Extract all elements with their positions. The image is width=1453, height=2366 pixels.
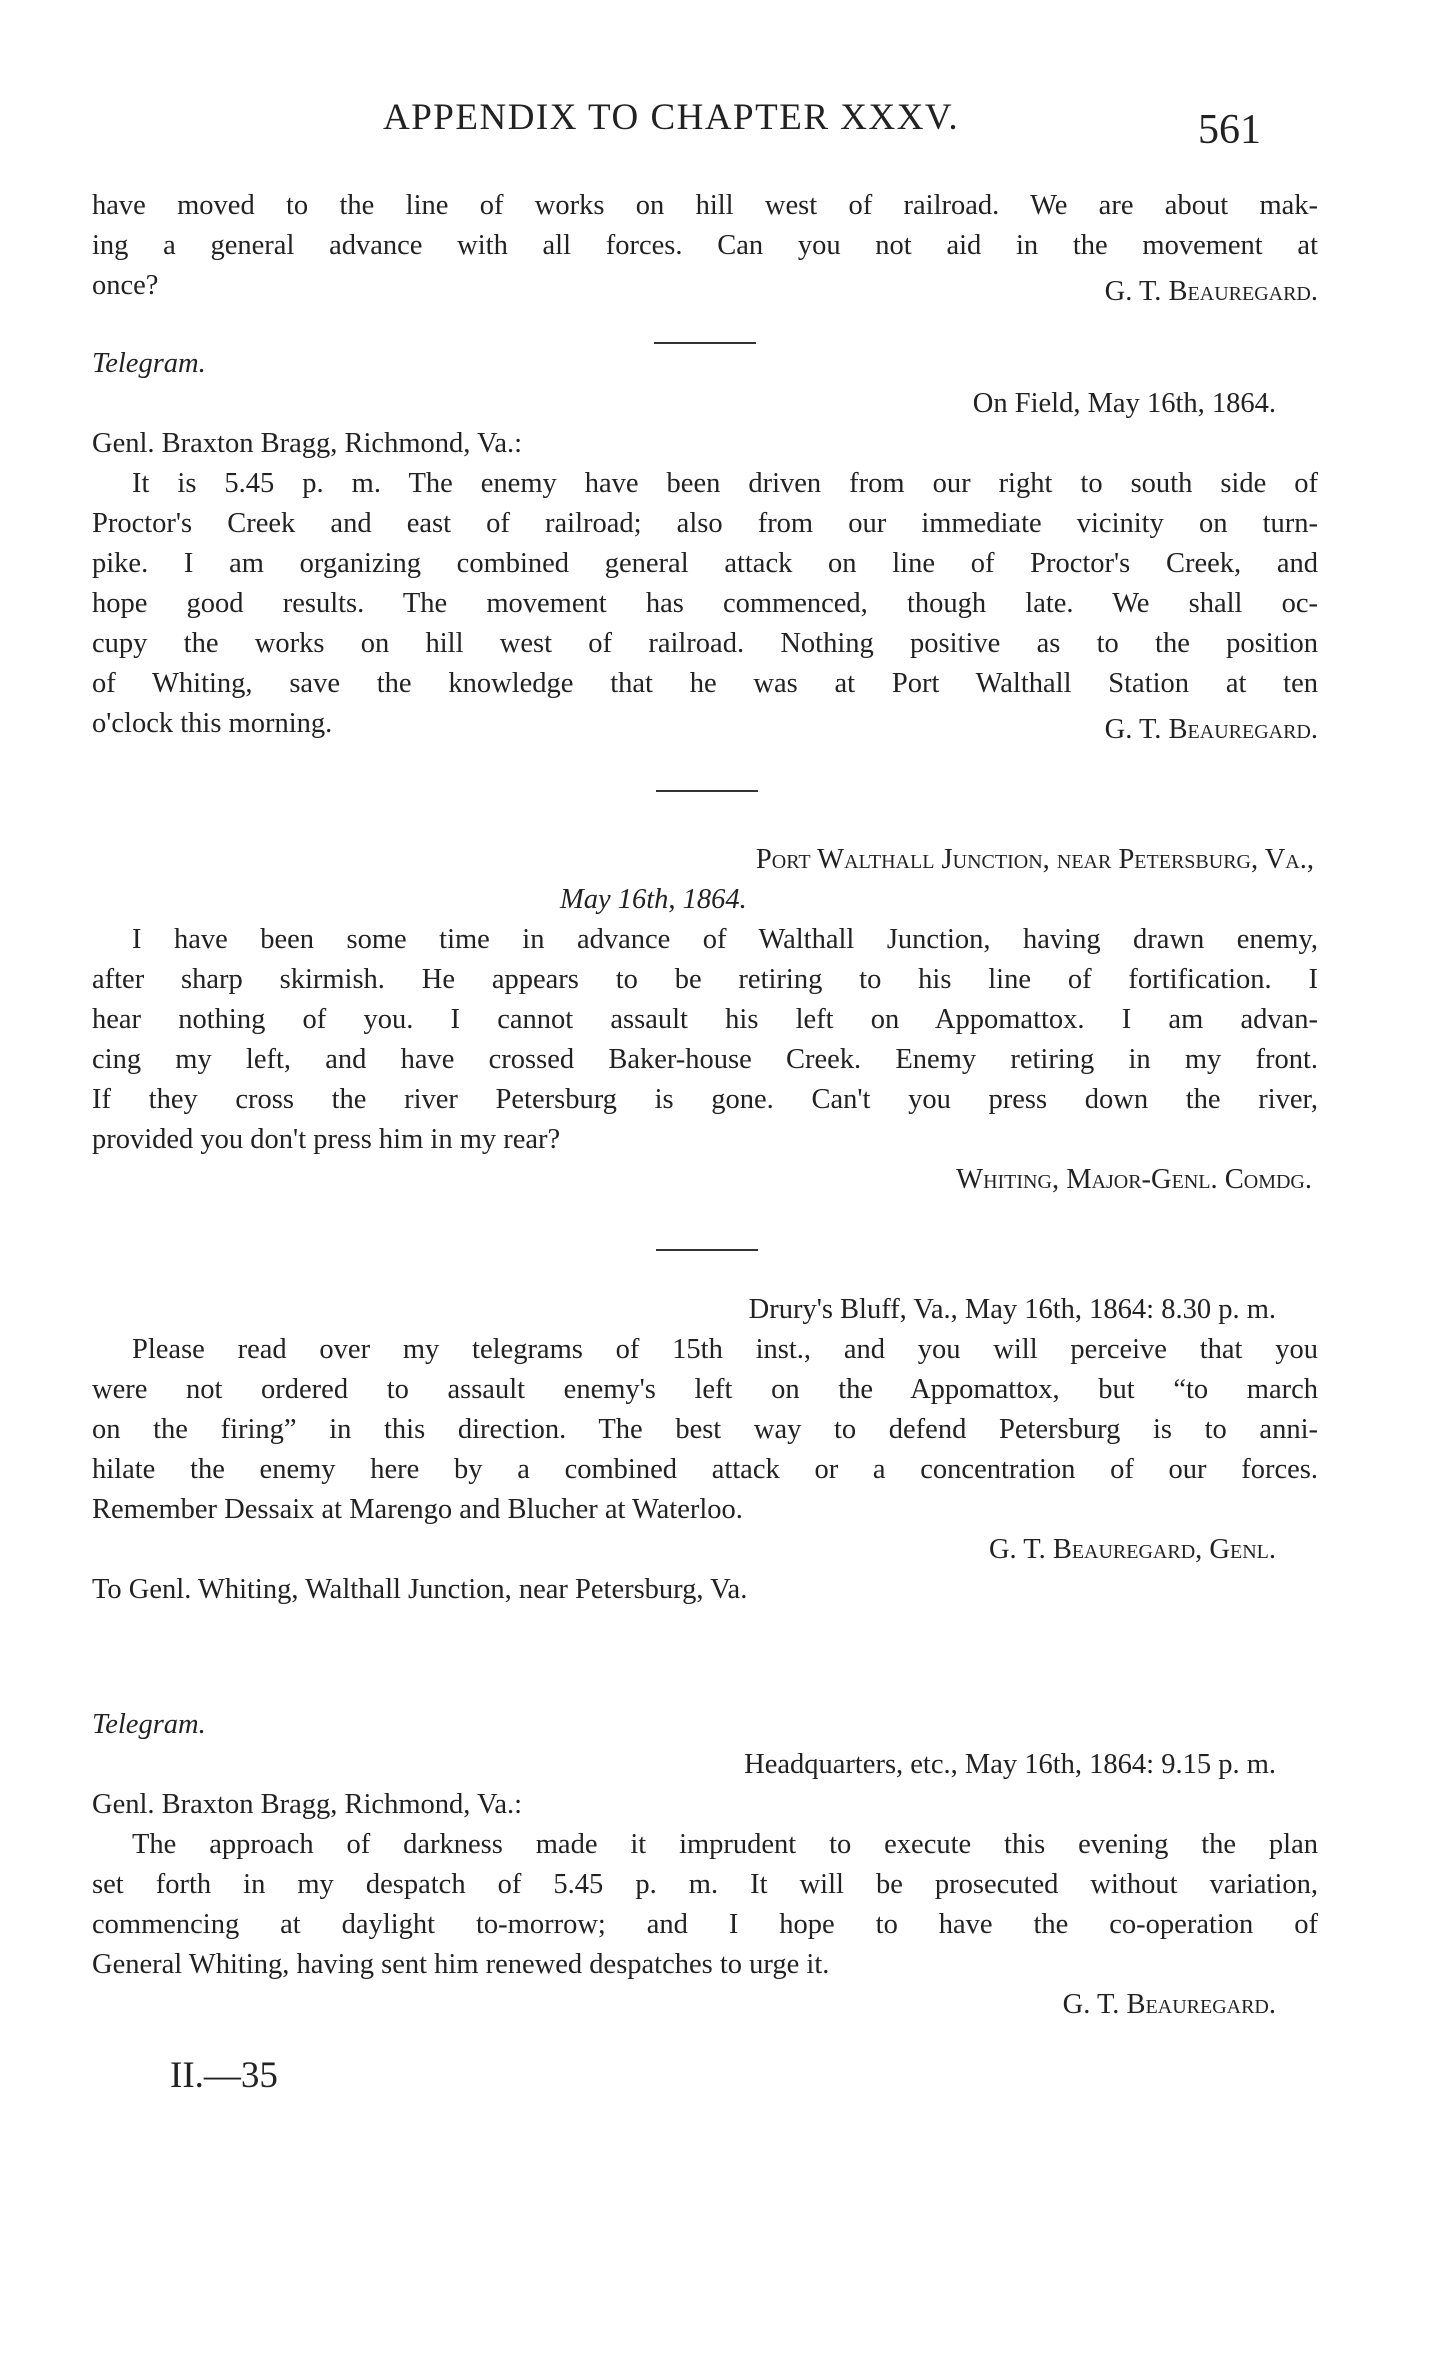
signature-mark: II.—35 — [170, 2055, 278, 2096]
text-line: If they cross the river Petersburg is gone. Can't you press down the river, — [92, 1084, 1318, 1115]
separator-rule — [656, 1249, 758, 1251]
addressee: Genl. Braxton Bragg, Richmond, Va.: — [92, 428, 523, 459]
text-line: were not ordered to assault enemy's left on the Appomattox, but “to march — [92, 1374, 1318, 1405]
dateline: Drury's Bluff, Va., May 16th, 1864: 8.30 p. m. — [748, 1294, 1276, 1325]
text-line: General Whiting, having sent him renewed despatches to urge it. — [92, 1949, 830, 1980]
signature: Whiting, Major-Genl. Comdg. — [956, 1164, 1312, 1195]
telegram-label: Telegram. — [92, 348, 206, 379]
text-line: once? — [92, 270, 159, 301]
text-line: commencing at daylight to-morrow; and I hope to have the co-operation of — [92, 1909, 1318, 1940]
text-line: of Whiting, save the knowledge that he was at Port Walthall Station at ten — [92, 668, 1318, 699]
text-line: hope good results. The movement has commenced, though late. We shall oc- — [92, 588, 1318, 619]
text-line: ing a general advance with all forces. Can you not aid in the movement at — [92, 230, 1318, 261]
dateline: On Field, May 16th, 1864. — [972, 388, 1276, 419]
text-line: cupy the works on hill west of railroad. Nothing positive as to the position — [92, 628, 1318, 659]
separator-rule — [656, 790, 758, 792]
text-line: Remember Dessaix at Marengo and Blucher at Waterloo. — [92, 1494, 743, 1525]
signature: G. T. Beauregard. — [1062, 1989, 1276, 2020]
text-line: have moved to the line of works on hill west of railroad. We are about mak- — [92, 190, 1318, 221]
text-line: I have been some time in advance of Walthall Junction, having drawn enemy, — [132, 924, 1318, 955]
to-line: To Genl. Whiting, Walthall Junction, near Petersburg, Va. — [92, 1574, 748, 1605]
running-header-title: APPENDIX TO CHAPTER XXXV. — [383, 97, 960, 138]
text-line: Proctor's Creek and east of railroad; also from our immediate vicinity on turn- — [92, 508, 1318, 539]
signature: G. T. Beauregard, Genl. — [988, 1534, 1276, 1565]
text-line: hear nothing of you. I cannot assault his left on Appomattox. I am advan- — [92, 1004, 1318, 1035]
dateline: Headquarters, etc., May 16th, 1864: 9.15 p. m. — [744, 1749, 1276, 1780]
telegram-headquarters — [92, 1705, 1318, 2025]
text-line: o'clock this morning. — [92, 708, 333, 739]
signature: G. T. Beauregard. — [1104, 276, 1318, 307]
signature: G. T. Beauregard. — [1104, 714, 1318, 745]
text-line: Please read over my telegrams of 15th inst., and you will perceive that you — [132, 1334, 1318, 1365]
text-line: hilate the enemy here by a combined attack or a concentration of our forces. — [92, 1454, 1318, 1485]
addressee: Genl. Braxton Bragg, Richmond, Va.: — [92, 1789, 523, 1820]
page-number: 561 — [1198, 107, 1261, 153]
letter-continuation — [92, 186, 1318, 306]
text-line: set forth in my despatch of 5.45 p. m. It will be prosecuted without variation, — [92, 1869, 1318, 1900]
whiting-message — [92, 840, 1318, 1200]
dateline: Port Walthall Junction, near Petersburg, Va., — [755, 844, 1314, 875]
telegram-on-field — [92, 344, 1318, 744]
text-line: It is 5.45 p. m. The enemy have been driven from our right to south side of — [132, 468, 1318, 499]
drurys-bluff-message — [92, 1290, 1318, 1610]
telegram-label: Telegram. — [92, 1709, 206, 1740]
text-line: cing my left, and have crossed Baker-house Creek. Enemy retiring in my front. — [92, 1044, 1318, 1075]
dateline-date: May 16th, 1864. — [560, 884, 747, 915]
text-line: The approach of darkness made it imprudent to execute this evening the plan — [132, 1829, 1318, 1860]
text-line: after sharp skirmish. He appears to be retiring to his line of fortification. I — [92, 964, 1318, 995]
text-line: on the firing” in this direction. The best way to defend Petersburg is to anni- — [92, 1414, 1318, 1445]
text-line: provided you don't press him in my rear? — [92, 1124, 561, 1155]
text-line: pike. I am organizing combined general attack on line of Proctor's Creek, and — [92, 548, 1318, 579]
